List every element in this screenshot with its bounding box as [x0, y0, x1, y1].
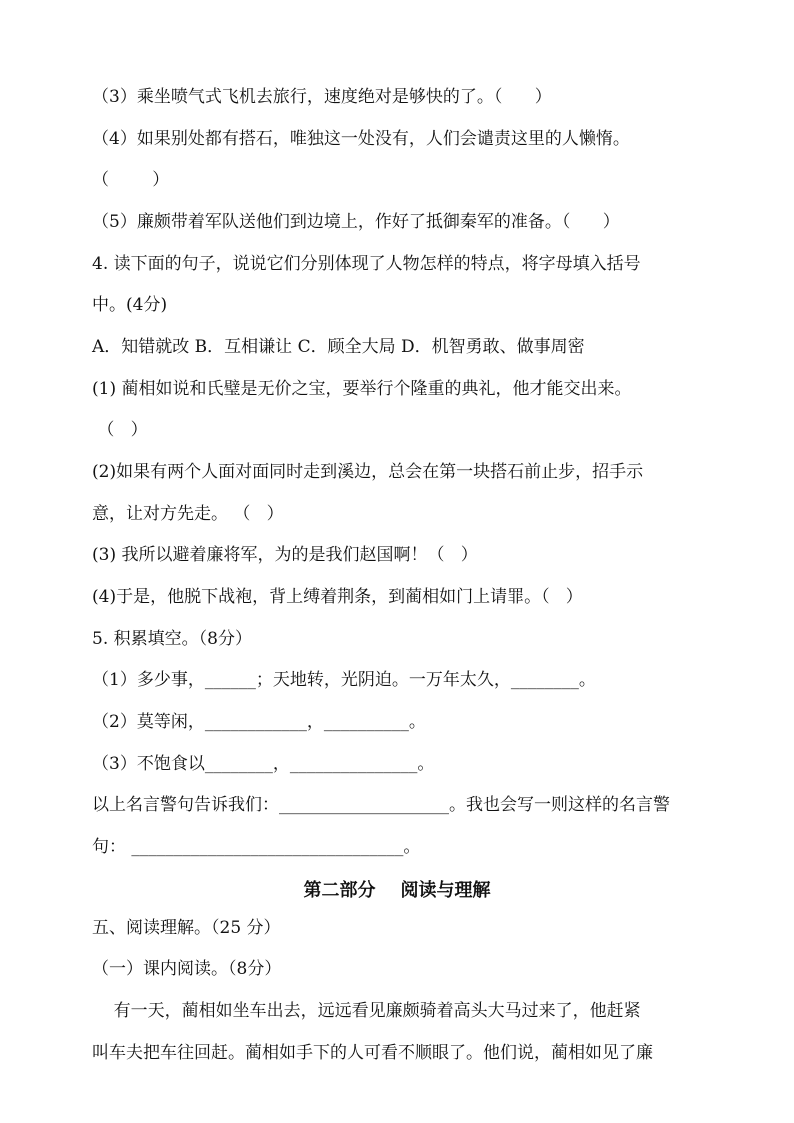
- question-4-1: (1) 蔺相如说和氏璧是无价之宝，要举行个隆重的典礼，他才能交出来。: [92, 379, 632, 399]
- question-4-prompt: 4. 读下面的句子，说说它们分别体现了人物怎样的特点，将字母填入括号: [92, 254, 641, 274]
- question-5-3: （3）不饱食以________，_______________。: [92, 754, 435, 774]
- question-5-summary-cont: 句： ________________________________。: [92, 837, 421, 857]
- section-title: 第二部分 阅读与理解: [303, 880, 491, 901]
- question-5-prompt: 5. 积累填空。（8分）: [92, 629, 252, 649]
- question-4-3: (3) 我所以避着廉将军，为的是我们赵国啊！（ ）: [92, 545, 478, 565]
- question-5-summary: 以上名言警句告诉我们：____________________。我也会写一则这样的名言警: [92, 795, 670, 815]
- question-4-1-answer: （ ）: [92, 420, 148, 440]
- question-5-2: （2）莫等闲，____________，__________。: [92, 712, 426, 732]
- question-4-options: A．知错就改 B．互相谦让 C．顾全大局 D．机智勇敢、做事周密: [92, 337, 585, 357]
- reading-heading: 五、阅读理解。（25 分）: [92, 918, 281, 938]
- question-4-2-cont: 意，让对方先走。 （ ）: [92, 504, 284, 524]
- passage-line-2: 叫车夫把车往回赶。蔺相如手下的人可看不顺眼了。他们说，蔺相如见了廉: [92, 1043, 653, 1063]
- reading-subheading: （一）课内阅读。（8分）: [92, 959, 282, 979]
- question-4-4: (4)于是，他脱下战袍，背上缚着荆条，到蔺相如门上请罪。（ ）: [92, 587, 583, 607]
- passage-line-1: 有一天，蔺相如坐车出去，远远看见廉颇骑着高头大马过来了，他赶紧: [92, 1001, 641, 1021]
- question-4-prompt-cont: 中。(4分): [92, 295, 168, 315]
- question-5-1: （1）多少事，______；天地转，光阴迫。一万年太久，________。: [92, 670, 596, 690]
- question-4-2: (2)如果有两个人面对面同时走到溪边，总会在第一块搭石前止步，招手示: [92, 462, 644, 482]
- question-3-4-answer: （ ）: [92, 170, 170, 190]
- question-3-5: （5）廉颇带着军队送他们到边境上，作好了抵御秦军的准备。（ ）: [92, 212, 620, 232]
- question-3-3: （3）乘坐喷气式飞机去旅行，速度绝对是够快的了。（ ）: [92, 87, 552, 107]
- question-3-4: （4）如果别处都有搭石，唯独这一处没有，人们会谴责这里的人懒惰。: [92, 129, 630, 149]
